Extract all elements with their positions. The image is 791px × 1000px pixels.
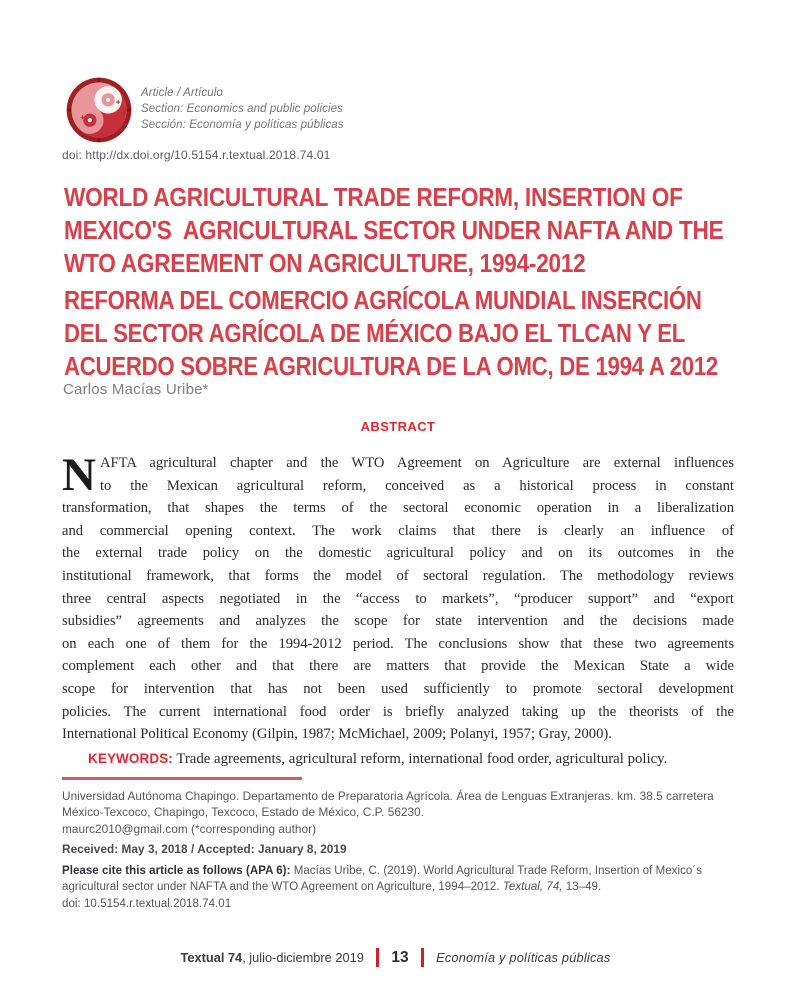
affiliation-note [62,788,714,837]
article-title-spanish [64,285,718,384]
doi-link: doi: http://dx.doi.org/10.5154.r.textual.2018.74.01 [62,148,331,162]
title-line: MEXICO'S AGRICULTURAL SECTOR UNDER NAFTA AND THE [64,215,724,245]
abstract-line: three central aspects negotiated in the “access to markets”, “producer support” and “export [62,590,734,607]
abstract-line: AFTA agricultural chapter and the WTO Agreement on Agriculture are external influences [100,455,734,471]
footnote-separator-rule [62,777,302,780]
affiliation-line: Universidad Autónoma Chapingo. Departamento de Preparatoria Agrícola. Área de Lenguas Extranjeras. km. 38.5 carretera [62,789,714,803]
page-footer [0,948,791,967]
title-line: WTO AGREEMENT ON AGRICULTURE, 1994-2012 [64,248,586,278]
abstract-line: complement each other and that there are matters that provide the Mexican State a wide [62,658,734,675]
citation-journal-italic: Textual, 74, [502,881,563,894]
abstract-line: the external trade policy on the domestic agricultural policy and on its outcomes in the [62,545,734,562]
citation-doi: doi: 10.5154.r.textual.2018.74.01 [62,897,232,910]
title-line: REFORMA DEL COMERCIO AGRÍCOLA MUNDIAL INSERCIÓN [64,287,702,315]
keywords-text: Trade agreements, agricultural reform, international food order, agricultural policy. [172,751,668,767]
affiliation-line: México-Texcoco, Chapingo, Texcoco, Estado de México, C.P. 56230. [62,805,425,820]
footer-issue-date: , julio-diciembre 2019 [242,950,364,965]
section-label-en: Section: Economics and public policies [141,102,343,115]
received-accepted-line: Received: May 3, 2018 / Accepted: January 8, 2019 [62,842,347,856]
article-type-label: Article / Artículo [141,87,223,99]
citation-text: agricultural sector under NAFTA and the WTO Agreement on Agriculture, 1994–2012. [62,881,503,894]
citation-line [62,863,702,879]
footer-journal-issue [181,950,364,965]
footer-section-name: Economía y políticas públicas [436,950,611,965]
abstract-heading: ABSTRACT [360,419,436,434]
abstract-line: International Political Economy (Gilpin, 1987; McMichael, 2009; Polanyi, 1957; Gray, 2000). [62,726,612,743]
citation-line [62,879,702,895]
title-line: ACUERDO SOBRE AGRICULTURA DE LA OMC, DE 1994 A 2012 [64,353,718,381]
title-line: WORLD AGRICULTURAL TRADE REFORM, INSERTION OF [64,182,683,212]
abstract-line: to the Mexican agricultural reform, conceived as a historical process in constant [100,477,734,494]
abstract-line: and commercial opening context. The work claims that there is clearly an influence of [62,522,734,539]
abstract-line: on each one of them for the 1994-2012 period. The conclusions show that these two agreements [62,635,734,652]
abstract-line: transformation, that shapes the terms of the sectoral economic operation in a liberalization [62,500,734,517]
footer-journal-name: Textual 74 [180,950,243,965]
keywords-line [62,750,788,768]
abstract-line: subsidies” agreements and analyzes the scope for state intervention and the decisions made [62,613,734,630]
footer-divider-icon [376,948,380,967]
abstract-line: institutional framework, that forms the model of sectoral regulation. The methodology reviews [62,567,734,584]
citation-text: Macías Uribe, C. (2019). World Agricultural Trade Reform, Insertion of Mexico´s [290,865,702,877]
article-meta [141,86,344,133]
citation-note [62,863,702,912]
citation-label: Please cite this article as follows (APA 6): [62,865,291,877]
footer-divider-icon [421,948,425,967]
article-title-english [64,181,723,280]
journal-logo-icon [66,77,132,143]
section-label-es: Sección: Economía y políticas públicas [141,118,344,131]
abstract-line: policies. The current international food order is briefly analyzed taking up the theorists of the [62,703,734,720]
journal-logo-svg [66,77,132,143]
keywords-label: KEYWORDS: [88,751,173,766]
title-line: DEL SECTOR AGRÍCOLA DE MÉXICO BAJO EL TLCAN Y EL [64,320,686,348]
abstract-line: scope for intervention that has not been used sufficiently to promote sectoral development [62,680,734,697]
page-number: 13 [391,948,409,966]
abstract-paragraph [62,449,734,746]
abstract-dropcap: N [62,449,96,501]
author-name: Carlos Macías Uribe* [63,381,209,398]
citation-text: 13–49. [562,881,602,894]
author-email: maurc2010@gmail.com (*corresponding author) [62,821,317,836]
